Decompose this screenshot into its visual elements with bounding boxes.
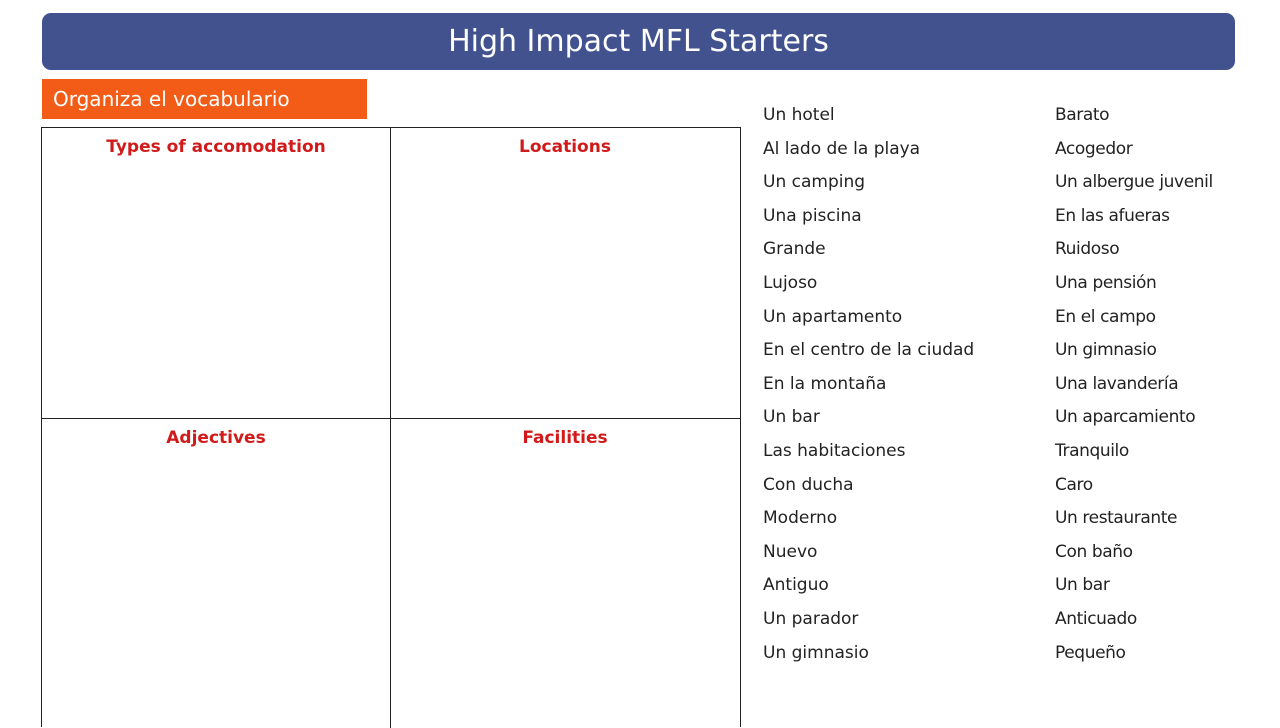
vocab-word: Una piscina	[763, 205, 862, 226]
vocab-word: Un gimnasio	[1055, 340, 1157, 361]
vocab-row	[763, 469, 1243, 503]
vocab-word: Un gimnasio	[763, 642, 869, 663]
heading-adjectives: Adjectives	[166, 428, 266, 448]
vocab-word: Barato	[1055, 105, 1110, 125]
vocab-row	[763, 301, 1243, 335]
vocab-word: Ruidoso	[1055, 239, 1120, 260]
vocab-row	[763, 401, 1243, 435]
vocab-word: Con baño	[1055, 541, 1133, 562]
vocab-row	[763, 368, 1243, 402]
vocab-word: Tranquilo	[1055, 440, 1129, 461]
vocab-word: Un parador	[763, 608, 859, 629]
vocab-row	[763, 435, 1243, 469]
vocab-row	[763, 569, 1243, 603]
vocab-row	[763, 99, 1243, 133]
vocab-word: Lujoso	[763, 272, 818, 293]
vocab-word: Un apartamento	[763, 306, 903, 327]
vocab-word: Moderno	[763, 508, 838, 529]
vocab-word: En las afueras	[1055, 205, 1170, 226]
vocab-word: Acogedor	[1055, 138, 1133, 159]
vocab-word: En el centro de la ciudad	[763, 340, 975, 361]
vocab-row	[763, 603, 1243, 637]
vocab-word: Las habitaciones	[763, 440, 906, 461]
vocab-word: Antiguo	[763, 575, 829, 596]
heading-locations: Locations	[519, 137, 611, 157]
vocab-word: Anticuado	[1055, 608, 1137, 629]
vocab-row	[763, 637, 1243, 671]
vocab-word: Pequeño	[1055, 642, 1126, 663]
heading-facilities: Facilities	[522, 428, 608, 448]
vocab-word: Una lavandería	[1055, 373, 1179, 394]
vocab-word: Grande	[763, 239, 826, 260]
vocab-word: En el campo	[1055, 306, 1156, 327]
vocab-row	[763, 502, 1243, 536]
grid-horizontal-divider	[42, 418, 740, 419]
vocab-word: Un albergue juvenil	[1055, 172, 1213, 193]
vocab-word: Nuevo	[763, 541, 818, 562]
vocab-row	[763, 200, 1243, 234]
vocab-row	[763, 166, 1243, 200]
vocab-row	[763, 267, 1243, 301]
heading-types-of-accommodation: Types of accomodation	[106, 137, 326, 157]
vocab-word: Un restaurante	[1055, 508, 1178, 529]
vocab-row	[763, 536, 1243, 570]
vocab-row	[763, 334, 1243, 368]
vocab-row	[763, 133, 1243, 167]
vocab-word: Un bar	[763, 407, 820, 428]
vocab-word: Caro	[1055, 474, 1093, 495]
vocab-word: Un camping	[763, 172, 866, 193]
activity-label: Organiza el vocabulario	[42, 79, 367, 119]
vocab-word: En la montaña	[763, 373, 887, 394]
vocab-word: Al lado de la playa	[763, 138, 921, 159]
vocab-row	[763, 233, 1243, 267]
vocab-word: Con ducha	[763, 474, 854, 495]
page-title: High Impact MFL Starters	[448, 24, 829, 59]
sorting-grid	[41, 127, 741, 727]
vocab-word: Un hotel	[763, 105, 835, 125]
vocab-word: Una pensión	[1055, 272, 1157, 293]
vocab-word: Un aparcamiento	[1055, 407, 1196, 428]
vocab-word: Un bar	[1055, 575, 1110, 596]
title-banner	[42, 13, 1235, 70]
vocabulary-list	[763, 99, 1243, 670]
